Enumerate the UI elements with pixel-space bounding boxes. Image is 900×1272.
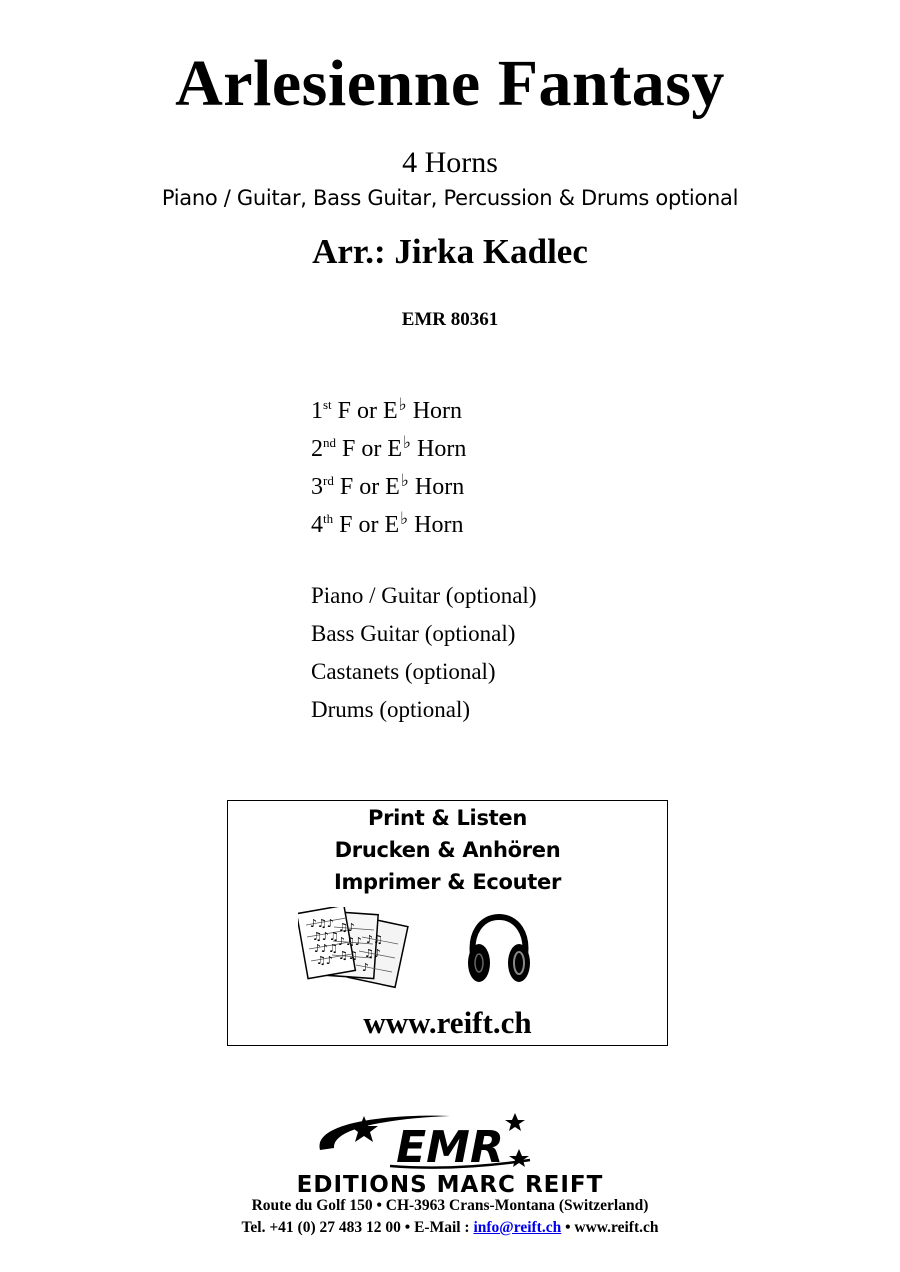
flat-icon: ♭ xyxy=(398,395,407,414)
promo-line-english: Print & Listen xyxy=(368,806,527,830)
svg-text:♪♪♫: ♪♪♫ xyxy=(314,942,338,955)
headphones-icon xyxy=(464,913,534,989)
horn-part: 1st F or E♭ Horn xyxy=(311,395,463,424)
subtitle: 4 Horns xyxy=(402,146,498,179)
optional-parts-list xyxy=(311,577,537,729)
publisher-name: EDITIONS MARC REIFT xyxy=(296,1172,604,1196)
optional-part: Drums (optional) xyxy=(311,697,471,722)
svg-text:♫♫: ♫♫ xyxy=(338,949,358,962)
email-link[interactable]: info@reift.ch xyxy=(473,1219,562,1236)
print-listen-box xyxy=(227,800,668,1046)
website-link[interactable]: www.reift.ch xyxy=(574,1219,659,1236)
instrumentation-line: Piano / Guitar, Bass Guitar, Percussion & Drums optional xyxy=(161,186,739,210)
flat-icon: ♭ xyxy=(400,509,409,528)
emr-logo-text: EMR xyxy=(396,1122,504,1173)
svg-text:♫♪: ♫♪ xyxy=(316,954,333,967)
publisher-address: Route du Golf 150 • CH-3963 Crans-Montana (Switzerland) xyxy=(251,1197,649,1214)
promo-line-french: Imprimer & Ecouter xyxy=(333,870,562,894)
svg-text:♫♪: ♫♪ xyxy=(364,947,381,960)
svg-text:♫♪♫: ♫♪♫ xyxy=(312,930,339,943)
svg-text:♪: ♪ xyxy=(362,961,370,974)
svg-text:♫♪: ♫♪ xyxy=(338,921,355,934)
emr-logo xyxy=(250,1110,650,1196)
catalog-number: EMR 80361 xyxy=(401,309,499,330)
svg-text:♪♫♪: ♪♫♪ xyxy=(338,935,362,948)
sheet-music-icon xyxy=(298,907,410,989)
svg-text:♪♫♪: ♪♫♪ xyxy=(310,917,334,930)
page-title: Arlesienne Fantasy xyxy=(175,47,725,120)
horn-part: 2nd F or E♭ Horn xyxy=(311,433,467,462)
arranger: Arr.: Jirka Kadlec xyxy=(312,232,588,271)
promo-website[interactable]: www.reift.ch xyxy=(363,1005,532,1040)
flat-icon: ♭ xyxy=(403,433,412,452)
publisher-contact: Tel. +41 (0) 27 483 12 00 • E-Mail : info@reift.ch • www.reift.ch xyxy=(241,1219,659,1236)
promo-line-german: Drucken & Anhören xyxy=(334,838,561,862)
horn-part: 4th F or E♭ Horn xyxy=(311,509,464,538)
svg-text:♪♫: ♪♫ xyxy=(366,933,383,946)
horn-part: 3rd F or E♭ Horn xyxy=(311,471,465,500)
optional-part: Castanets (optional) xyxy=(311,659,496,684)
phone: Tel. +41 (0) 27 483 12 00 xyxy=(241,1219,401,1236)
email-label: E-Mail : xyxy=(414,1219,470,1236)
horn-parts-list xyxy=(311,386,466,538)
optional-part: Piano / Guitar (optional) xyxy=(311,583,537,608)
flat-icon: ♭ xyxy=(400,471,409,490)
optional-part: Bass Guitar (optional) xyxy=(311,621,516,646)
